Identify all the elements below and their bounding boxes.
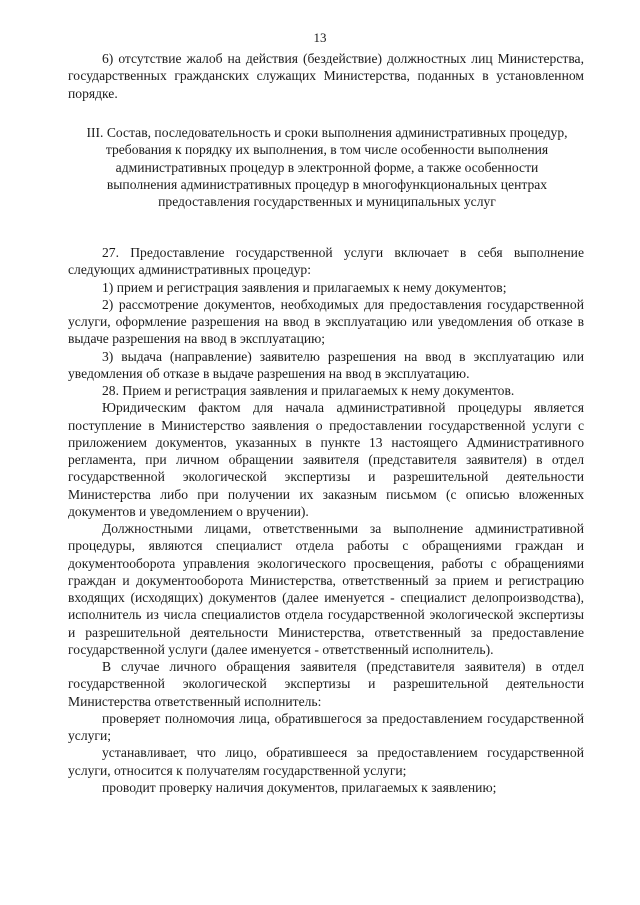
intro-block xyxy=(68,50,584,102)
paragraph: устанавливает, что лицо, обратившееся за предоставлением государственной услуги, относится к получателям государственной услуги; xyxy=(68,745,584,778)
paragraph: 27. Предоставление государственной услуги включает в себя выполнение следующих административных процедур: xyxy=(68,245,584,278)
paragraph: Юридическим фактом для начала административной процедуры является поступление в Министерство заявления о предоставлении государственной услуги с приложением документов, указанных в пункте 13 настоящего Административного регламента, при личном обращении заявителя (представителя заявителя) в отдел государственной экологической экспертизы и разрешительной деятельности Министерства либо при получении их заказным письмом (с описью вложенных документов и уведомлением о вручении). xyxy=(68,400,584,519)
paragraph: 1) прием и регистрация заявления и прилагаемых к нему документов; xyxy=(102,279,507,295)
paragraph: проводит проверку наличия документов, прилагаемых к заявлению; xyxy=(102,779,497,795)
page-number: 13 xyxy=(313,30,327,45)
paragraph: 3) выдача (направление) заявителю разрешения на ввод в эксплуатацию или уведомления об отказе в выдаче разрешения на ввод в эксплуатацию. xyxy=(68,348,584,381)
main-text xyxy=(68,244,584,796)
paragraph: Должностными лицами, ответственными за выполнение административной процедуры, являются специалист отдела работы с обращениями граждан и документооборота управления экологического просвещения, работы с обращениями граждан и документооборота Министерства, ответственный за прием и регистрацию входящих (исходящих) документов (далее именуется - специалист делопроизводства), исполнитель из числа специалистов отдела государственной экологической экспертизы и разрешительной деятельности Министерства, ответственный за предоставление государственной услуги (далее именуется - ответственный исполнитель). xyxy=(68,521,584,657)
section-heading: III. Состав, последовательность и сроки выполнения административных процедур, требования к порядку их выполнения, в том числе особенности выполнения административных процедур в электронной форме, а также особенности выполнения административных процедур в многофункциональных центрах предоставления государственных и муниципальных услуг xyxy=(86,125,568,209)
intro-item: 6) отсутствие жалоб на действия (бездействие) должностных лиц Министерства, государственных гражданских служащих Министерства, поданных в установленном порядке. xyxy=(68,51,584,101)
paragraph: проверяет полномочия лица, обратившегося за предоставлением государственной услуги; xyxy=(68,710,584,743)
paragraph: В случае личного обращения заявителя (представителя заявителя) в отдел государственной экологической экспертизы и разрешительной деятельности Министерства ответственный исполнитель: xyxy=(68,659,584,709)
paragraph: 2) рассмотрение документов, необходимых для предоставления государственной услуги, оформление разрешения на ввод в эксплуатацию или уведомления об отказе в выдаче разрешения на ввод в эксплуатацию; xyxy=(68,296,584,347)
paragraph: 28. Прием и регистрация заявления и прилагаемых к нему документов. xyxy=(102,383,515,398)
